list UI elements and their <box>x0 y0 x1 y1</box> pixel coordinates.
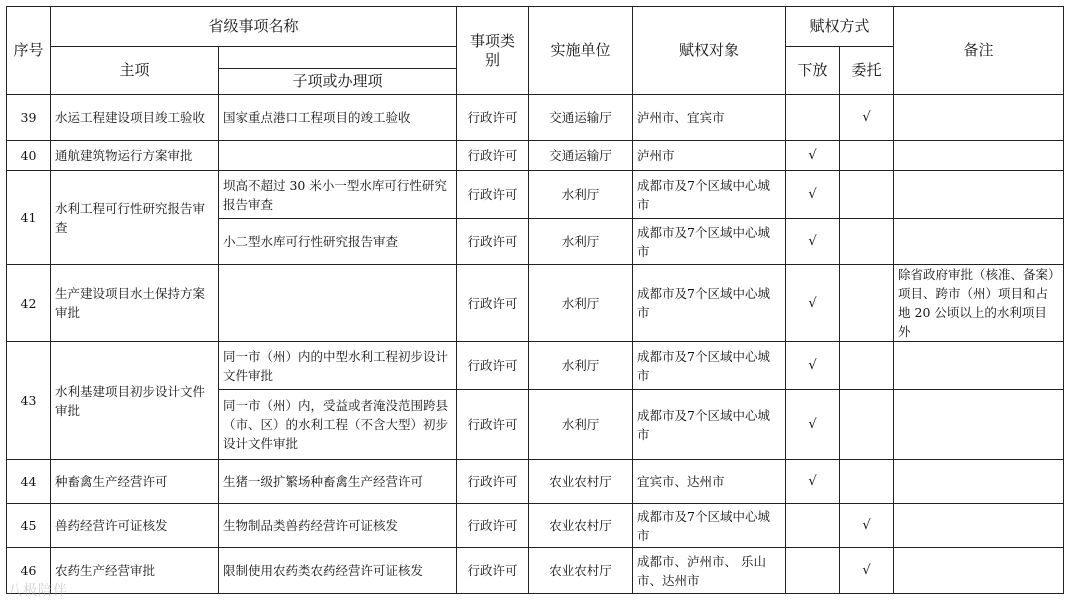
remark <box>894 504 1064 548</box>
category: 行政许可 <box>457 460 529 504</box>
sub-item <box>219 141 457 171</box>
row-number: 40 <box>7 141 51 171</box>
category: 行政许可 <box>457 342 529 390</box>
watermark: 八极陪伴 <box>8 583 68 599</box>
entrust-check <box>840 171 894 219</box>
header-seq: 序号 <box>7 7 51 95</box>
target: 成都市及7个区域中心城市 <box>633 219 786 265</box>
header-sub-spacer <box>219 47 457 69</box>
delegate-check: √ <box>786 265 840 342</box>
target: 成都市、泸州市、 乐山市、达州市 <box>633 548 786 594</box>
delegate-check: √ <box>786 342 840 390</box>
entrust-check: √ <box>840 548 894 594</box>
unit: 水利厅 <box>529 265 633 342</box>
category: 行政许可 <box>457 504 529 548</box>
row-number: 46 <box>7 548 51 594</box>
row-number: 43 <box>7 342 51 460</box>
header-method: 赋权方式 <box>786 7 894 47</box>
target: 泸州市 <box>633 141 786 171</box>
header-item-name: 省级事项名称 <box>51 7 457 47</box>
sub-item: 同一市（州）内，受益或者淹没范围跨县（市、区）的水利工程（不含大型）初步设计文件审批 <box>219 390 457 460</box>
header-entrust: 委托 <box>840 47 894 95</box>
entrust-check: √ <box>840 504 894 548</box>
category: 行政许可 <box>457 95 529 141</box>
table-row <box>7 265 1064 342</box>
category: 行政许可 <box>457 265 529 342</box>
row-number: 45 <box>7 504 51 548</box>
main-item: 种畜禽生产经营许可 <box>51 460 219 504</box>
target: 成都市及7个区域中心城市 <box>633 342 786 390</box>
main-item: 兽药经营许可证核发 <box>51 504 219 548</box>
table-row <box>7 342 1064 390</box>
category: 行政许可 <box>457 141 529 171</box>
sub-item: 坝高不超过 30 米小一型水库可行性研究报告审查 <box>219 171 457 219</box>
main-item: 水利工程可行性研究报告审查 <box>51 171 219 265</box>
entrust-check <box>840 141 894 171</box>
sub-item: 小二型水库可行性研究报告审查 <box>219 219 457 265</box>
header-main-item: 主项 <box>51 47 219 95</box>
category: 行政许可 <box>457 219 529 265</box>
table-row <box>7 171 1064 219</box>
table-row <box>7 548 1064 594</box>
row-number: 41 <box>7 171 51 265</box>
sub-item: 生猪一级扩繁场种畜禽生产经营许可 <box>219 460 457 504</box>
remark <box>894 141 1064 171</box>
row-number: 42 <box>7 265 51 342</box>
target: 成都市及7个区域中心城市 <box>633 171 786 219</box>
header-target: 赋权对象 <box>633 7 786 95</box>
category: 行政许可 <box>457 171 529 219</box>
header-category: 事项类别 <box>457 7 529 95</box>
remark <box>894 171 1064 219</box>
remark <box>894 460 1064 504</box>
table-row <box>7 95 1064 141</box>
unit: 农业农村厅 <box>529 504 633 548</box>
delegate-check <box>786 95 840 141</box>
main-item: 水运工程建设项目竣工验收 <box>51 95 219 141</box>
entrust-check <box>840 390 894 460</box>
category: 行政许可 <box>457 548 529 594</box>
entrust-check <box>840 219 894 265</box>
sub-item: 同一市（州）内的中型水利工程初步设计文件审批 <box>219 342 457 390</box>
table-row <box>7 504 1064 548</box>
remark <box>894 548 1064 594</box>
remark <box>894 219 1064 265</box>
table-row <box>7 141 1064 171</box>
remark: 除省政府审批（核准、备案）项目、跨市（州）项目和占地 20 公顷以上的水利项目外 <box>894 265 1064 342</box>
delegate-check: √ <box>786 460 840 504</box>
header-delegate: 下放 <box>786 47 840 95</box>
entrust-check <box>840 342 894 390</box>
main-item: 通航建筑物运行方案审批 <box>51 141 219 171</box>
delegate-check: √ <box>786 171 840 219</box>
sub-item <box>219 265 457 342</box>
remark <box>894 95 1064 141</box>
unit: 交通运输厅 <box>529 95 633 141</box>
table-row <box>7 460 1064 504</box>
target: 成都市及7个区域中心城市 <box>633 504 786 548</box>
entrust-check: √ <box>840 95 894 141</box>
unit: 水利厅 <box>529 171 633 219</box>
target: 宜宾市、达州市 <box>633 460 786 504</box>
target: 泸州市、宜宾市 <box>633 95 786 141</box>
remark <box>894 390 1064 460</box>
entrust-check <box>840 265 894 342</box>
header-unit: 实施单位 <box>529 7 633 95</box>
delegate-check: √ <box>786 141 840 171</box>
main-item: 生产建设项目水土保持方案审批 <box>51 265 219 342</box>
delegate-check: √ <box>786 390 840 460</box>
delegate-check: √ <box>786 219 840 265</box>
unit: 水利厅 <box>529 219 633 265</box>
category: 行政许可 <box>457 390 529 460</box>
entrust-check <box>840 460 894 504</box>
sub-item: 限制使用农药类农药经营许可证核发 <box>219 548 457 594</box>
unit: 农业农村厅 <box>529 548 633 594</box>
unit: 水利厅 <box>529 390 633 460</box>
unit: 交通运输厅 <box>529 141 633 171</box>
unit: 水利厅 <box>529 342 633 390</box>
target: 成都市及7个区域中心城市 <box>633 265 786 342</box>
delegate-check <box>786 548 840 594</box>
row-number: 44 <box>7 460 51 504</box>
target: 成都市及7个区域中心城市 <box>633 390 786 460</box>
main-item: 农药生产经营审批 <box>51 548 219 594</box>
delegate-check <box>786 504 840 548</box>
delegation-table <box>6 6 1064 594</box>
main-item: 水利基建项目初步设计文件审批 <box>51 342 219 460</box>
header-remark: 备注 <box>894 7 1064 95</box>
unit: 农业农村厅 <box>529 460 633 504</box>
row-number: 39 <box>7 95 51 141</box>
sub-item: 生物制品类兽药经营许可证核发 <box>219 504 457 548</box>
remark <box>894 342 1064 390</box>
sub-item: 国家重点港口工程项目的竣工验收 <box>219 95 457 141</box>
header-sub-item: 子项或办理项 <box>219 69 457 95</box>
